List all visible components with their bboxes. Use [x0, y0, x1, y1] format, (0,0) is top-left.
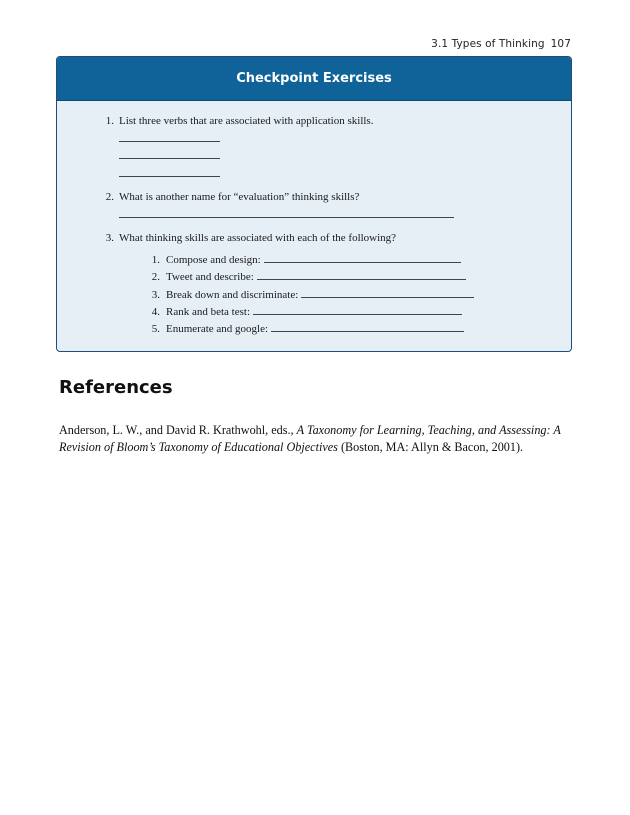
- section-title: 3.1 Types of Thinking: [431, 38, 545, 50]
- sub-item: [148, 270, 466, 284]
- sub-item-text: Enumerate and google:: [166, 323, 269, 335]
- question-number: 2.: [105, 191, 114, 203]
- question-text: List three verbs that are associated with application skills.: [119, 115, 374, 127]
- question-text: What thinking skills are associated with each of the following?: [119, 232, 397, 244]
- answer-blank: [253, 305, 462, 315]
- answer-line: [119, 176, 220, 177]
- sub-item: [148, 322, 464, 336]
- checkpoint-title: Checkpoint Exercises: [57, 57, 571, 101]
- sub-item: [148, 288, 474, 302]
- answer-blank: [271, 322, 464, 332]
- sub-item-text: Tweet and describe:: [166, 271, 254, 283]
- sub-item-number: 4.: [151, 306, 160, 318]
- sub-item-text: Compose and design:: [166, 254, 261, 266]
- running-header: [431, 38, 571, 50]
- sub-item-number: 2.: [151, 271, 160, 283]
- sub-item-text: Rank and beta test:: [166, 306, 251, 318]
- page-number: 107: [550, 38, 571, 50]
- answer-line: [119, 217, 454, 218]
- answer-blank: [264, 253, 461, 263]
- reference-entry: [59, 422, 575, 456]
- sub-item: [148, 253, 461, 267]
- sub-item-number: 3.: [151, 289, 160, 301]
- question-number: 3.: [105, 232, 114, 244]
- sub-item-text: Break down and discriminate:: [166, 289, 299, 301]
- reference-authors: Anderson, L. W., and David R. Krathwohl, eds.,: [59, 423, 297, 437]
- reference-title: A Taxonomy for Learning, Teaching, and Assessing: A Revision of Bloom’s Taxonomy of Educational Objectives: [59, 423, 561, 454]
- reference-publication: (Boston, MA: Allyn & Bacon, 2001).: [337, 440, 524, 454]
- sub-item: [148, 305, 462, 319]
- answer-line: [119, 141, 220, 142]
- references-heading: References: [59, 377, 173, 398]
- checkpoint-box: [56, 56, 572, 352]
- sub-item-number: 5.: [151, 323, 160, 335]
- answer-blank: [257, 270, 466, 280]
- answer-blank: [301, 288, 474, 298]
- question-text: What is another name for “evaluation” thinking skills?: [119, 191, 360, 203]
- question-number: 1.: [105, 115, 114, 127]
- sub-item-number: 1.: [151, 254, 160, 266]
- answer-line: [119, 158, 220, 159]
